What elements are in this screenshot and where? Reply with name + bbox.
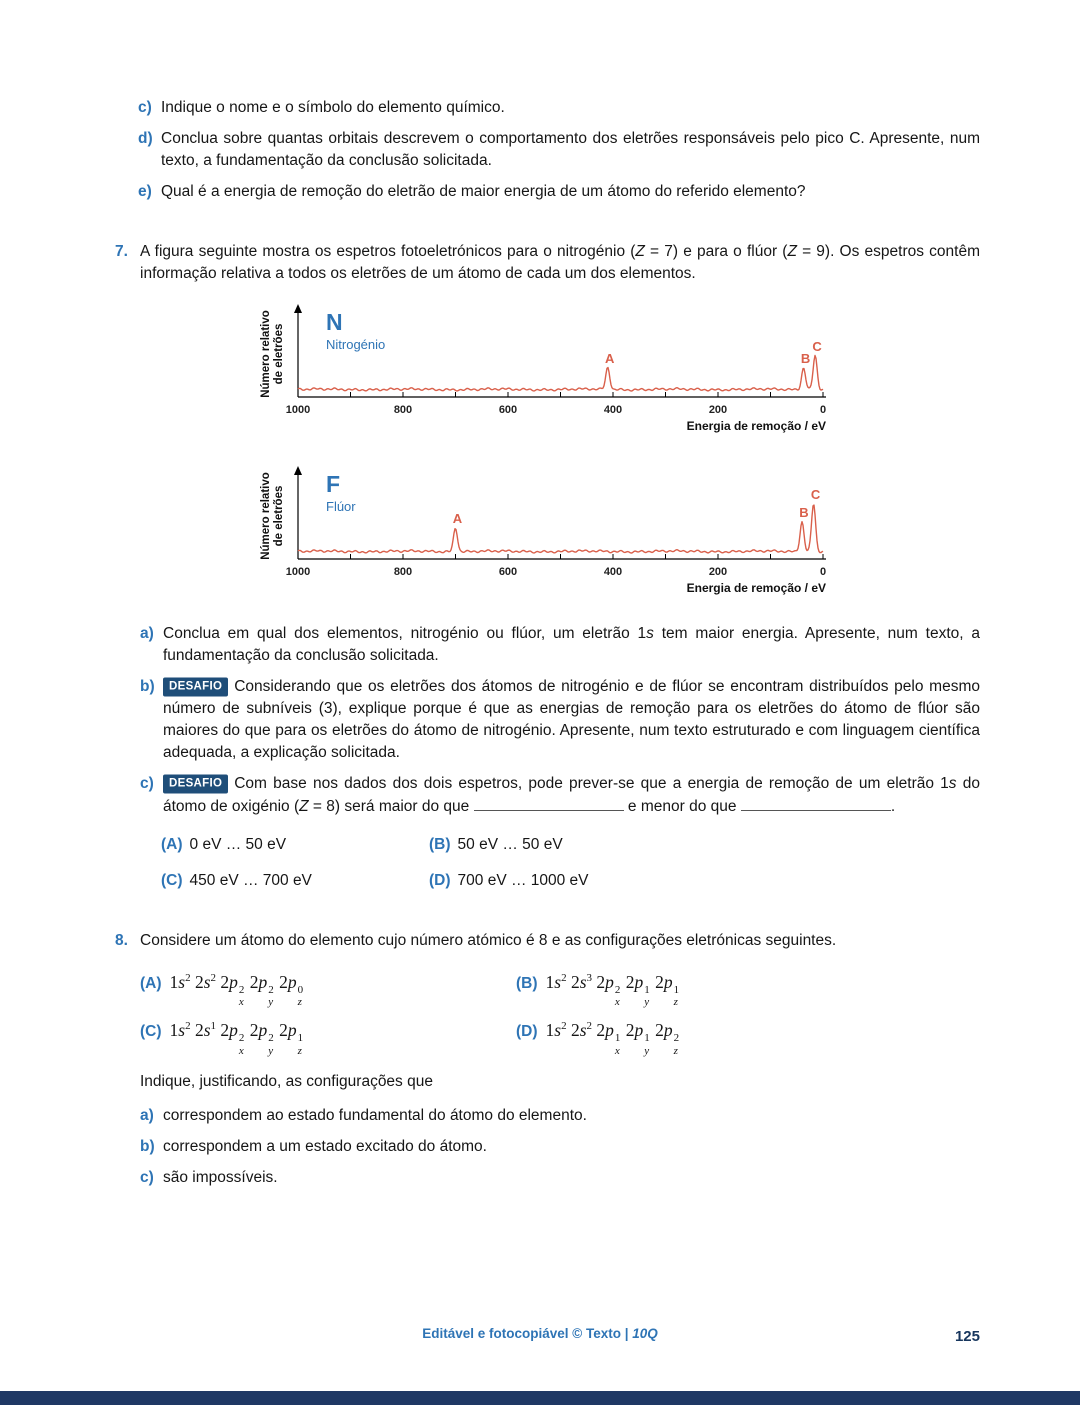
svg-text:800: 800 — [393, 404, 413, 416]
svg-text:1000: 1000 — [285, 566, 311, 578]
config-b — [516, 966, 980, 1008]
question-number: 7. — [115, 243, 128, 260]
option-text: 0 eV … 50 eV — [189, 835, 287, 853]
option-label: (A) — [161, 835, 183, 853]
svg-text:200: 200 — [708, 404, 728, 416]
option-text: 450 eV … 700 eV — [189, 871, 312, 889]
config-d — [516, 1014, 980, 1056]
top-subquestions — [138, 97, 980, 203]
bottom-bar — [0, 1391, 1080, 1405]
question-8 — [115, 930, 980, 1198]
item-label: c) — [140, 1168, 154, 1186]
fluorine-spectrum-svg — [260, 461, 835, 601]
list-item-a — [140, 623, 980, 667]
nitrogen-spectrum-chart — [260, 299, 980, 439]
item-label: d) — [138, 130, 153, 147]
electron-configurations — [140, 966, 980, 1057]
item-text: Qual é a energia de remoção do eletrão de maior energia de um átomo do referido elemento? — [161, 183, 806, 200]
item-text-body: Com base nos dados dos dois espetros, pode prever-se que a energia de remoção de um eletrão 1s do átomo de oxigénio (Z = 8) será maior do que e menor do que . — [163, 775, 980, 815]
svg-text:Energia de remoção / eV: Energia de remoção / eV — [686, 581, 826, 595]
question-7-body — [140, 241, 980, 892]
list-item-b — [140, 676, 980, 764]
svg-text:A: A — [452, 511, 463, 526]
option-text: 700 eV … 1000 eV — [457, 871, 589, 889]
list-item-d — [138, 128, 980, 172]
option-label: (B) — [429, 835, 451, 853]
fluorine-spectrum-chart — [260, 461, 980, 601]
svg-text:0: 0 — [819, 566, 827, 578]
svg-text:Nitrogénio: Nitrogénio — [326, 337, 386, 352]
item-text — [163, 773, 980, 818]
svg-text:0: 0 — [819, 404, 827, 416]
svg-text:800: 800 — [393, 566, 413, 578]
svg-text:Número relativo: Número relativo — [260, 310, 272, 398]
list-item-c — [138, 97, 980, 119]
photoelectron-spectra-figure — [260, 299, 980, 601]
option-c — [161, 870, 429, 892]
config-formula: $1s^2$ $2s^2$ 2p 2 x 2p 2 y 2p 0 z — [169, 971, 304, 1009]
item-label: a) — [140, 1106, 154, 1124]
config-c — [140, 1014, 516, 1056]
multiple-choice-options — [161, 834, 980, 892]
svg-text:400: 400 — [603, 404, 623, 416]
item-text — [163, 676, 980, 764]
svg-text:de eletrões: de eletrões — [273, 485, 285, 547]
item-text: são impossíveis. — [163, 1168, 278, 1186]
item-label: e) — [138, 183, 152, 200]
option-label: (D) — [429, 871, 451, 889]
item-label: b) — [140, 678, 155, 695]
option-a — [161, 834, 429, 856]
svg-text:F: F — [326, 471, 341, 497]
item-label: c) — [138, 99, 152, 116]
question-number: 8. — [115, 931, 128, 949]
svg-text:Energia de remoção / eV: Energia de remoção / eV — [686, 419, 826, 433]
question-7 — [115, 241, 980, 892]
option-b — [429, 834, 980, 856]
list-item-c2 — [140, 773, 980, 818]
svg-text:C: C — [812, 339, 822, 354]
svg-text:de eletrões: de eletrões — [273, 323, 285, 385]
config-a — [140, 966, 516, 1008]
config-label: (A) — [140, 974, 162, 992]
config-label: (D) — [516, 1023, 538, 1041]
item-text: correspondem a um estado excitado do átomo. — [163, 1137, 487, 1155]
option-label: (C) — [161, 871, 183, 889]
config-formula: $1s^2$ $2s^3$ 2p 2 x 2p 1 y 2p 1 z — [545, 971, 680, 1009]
option-d — [429, 870, 980, 892]
svg-text:600: 600 — [498, 566, 518, 578]
nitrogen-spectrum-svg — [260, 299, 835, 439]
option-text: 50 eV … 50 eV — [457, 835, 563, 853]
svg-text:A: A — [605, 351, 615, 366]
svg-text:C: C — [810, 487, 821, 502]
item-text: correspondem ao estado fundamental do átomo do elemento. — [163, 1106, 587, 1124]
question-8-intro: Considere um átomo do elemento cujo número atómico é 8 e as configurações eletrónicas seguintes. — [140, 931, 837, 949]
item-text: Conclua em qual dos elementos, nitrogénio ou flúor, um eletrão 1s tem maior energia. Apresente, num texto, a fundamentação da conclusão solicitada. — [163, 625, 981, 664]
item-text-body: Considerando que os eletrões dos átomos de nitrogénio e de flúor se encontram distribuídos pelo mesmo número de subníveis (3), explique porque é que as energias de remoção para os eletrões do átomo de flúor são maiores do que para os eletrões do átomo de nitrogénio. Apresente, num texto estruturado e com linguagem científica adequada, a explicação solicitada. — [163, 678, 980, 761]
list-item-e — [138, 181, 980, 203]
svg-text:1000: 1000 — [285, 404, 311, 416]
config-label: (B) — [516, 974, 538, 992]
svg-text:Flúor: Flúor — [326, 499, 356, 514]
svg-text:Número relativo: Número relativo — [260, 472, 272, 560]
svg-text:N: N — [326, 309, 343, 335]
footer-text: Editável e fotocopiável © Texto | 10Q — [422, 1325, 658, 1341]
config-label: (C) — [140, 1023, 162, 1041]
question-8-lead: Indique, justificando, as configurações que — [140, 1072, 433, 1090]
desafio-badge: DESAFIO — [163, 774, 228, 793]
desafio-badge: DESAFIO — [163, 677, 228, 696]
svg-text:200: 200 — [708, 566, 728, 578]
config-formula: $1s^2$ $2s^1$ 2p 2 x 2p 2 y 2p 1 z — [169, 1020, 304, 1057]
item-text: Conclua sobre quantas orbitais descrevem o comportamento dos eletrões responsáveis pelo pico C. Apresente, num texto, a fundamentação da conclusão solicitada. — [161, 130, 980, 169]
list-item-a — [140, 1105, 980, 1127]
item-label: a) — [140, 625, 154, 642]
list-item-c — [140, 1167, 980, 1189]
question-7-intro: A figura seguinte mostra os espetros fotoeletrónicos para o nitrogénio (Z = 7) e para o flúor (Z = 9). Os espetros contêm informação relativa a todos os eletrões de um átomo de cada um dos elementos. — [140, 243, 980, 282]
footer — [0, 1324, 1080, 1343]
svg-text:400: 400 — [603, 566, 623, 578]
page-number: 125 — [954, 1327, 980, 1345]
config-formula: $1s^2$ $2s^2$ 2p 1 x 2p 1 y 2p 2 z — [545, 1020, 680, 1057]
list-item-b — [140, 1136, 980, 1158]
item-label: c) — [140, 775, 154, 792]
item-label: b) — [140, 1137, 155, 1155]
svg-text:600: 600 — [498, 404, 518, 416]
item-text: Indique o nome e o símbolo do elemento químico. — [161, 99, 505, 116]
svg-text:B: B — [799, 505, 809, 520]
question-8-body — [140, 930, 980, 1198]
svg-text:B: B — [800, 351, 811, 366]
